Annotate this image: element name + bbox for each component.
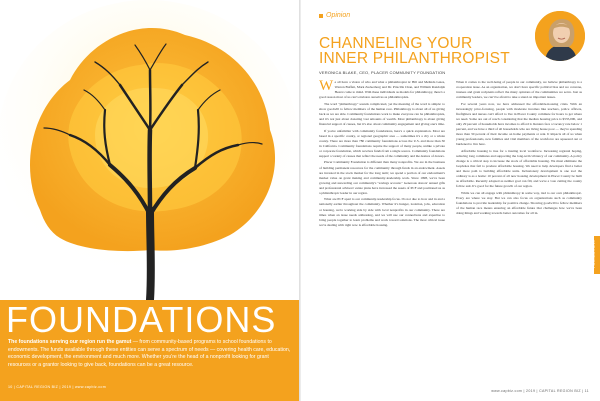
article-title: CHANNELING YOUR INNER PHILANTHROPIST [319, 35, 510, 67]
square-bullet-icon [319, 14, 323, 18]
right-folio: www.capbiz.com | 2019 | CAPITAL REGION BIZ | 11 [491, 389, 589, 393]
paragraph: For several years now, we have addressed the affordable-housing crisis. With an increasingly price-focusing, people with moderate incomes like teachers, police officers, firefighters and nurses can't afford to live in Placer County commute for hours to get where we need. Some are out of reach considering that the median housing price is $535,000, and only 29 percent of households have incomes to afford it. Renters face a vacancy rate below 1 percent, and we have a third of all households who are living house poor — they're spending more than 30 percent of their income on home payments or rent. It impacts all of us when young professionals, new families and vital members of the workforce are squeezed out or burdened to live here. [456, 101, 583, 147]
tree-icon [0, 0, 300, 300]
side-tab-label: FOUNDATIONS [591, 240, 596, 268]
article-column-1 [319, 80, 445, 229]
left-folio: 10 | CAPITAL REGION BIZ | 2019 | www.capbiz.com [8, 385, 106, 389]
portrait-icon [535, 11, 586, 62]
tree-illustration [0, 0, 300, 300]
paragraph: The word "philanthropy" sounds complicated, yet the meaning of the word is simple: to show goodwill to fellow members of the human race. Philanthropy is about all of us giving back as we are able. Community foundations work to make everyone can be philanthropists, and it's not just about donating vast amounts of wealth. Most philanthropy is about giving financial support of causes, but it's also about community engagement and giving one's time. [319, 101, 445, 126]
paragraph: If you're unfamiliar with community foundations, here's a quick explanation. Most are based in a specific county, or regional geographic area — sometimes it's a city or a whole county. There are more than 780 community foundations across the U.S. and more than 30 in California. Community foundations require the support of many people, unlike a private or corporate foundation, which receives funds from a single source. Community foundations support a variety of causes that reflect the needs of the community and the desires of donors. [319, 128, 445, 158]
paragraph: When it comes to the well-being of people in our community, we believe philanthropy is a cooperation issue. As an organization, we don't have specific political bias and we convene, trustees and grant recipients reflect the many opinions of the communities we serve. Just as community leaders, we can't be afraid to take a stand on important issues. [456, 80, 582, 100]
section-headline: FOUNDATIONS [6, 299, 277, 340]
paragraph: Placer Community Foundation is different than many nonprofits. We are in the business of building permanent resources for the community through funds in an endowment. Assets are invested in the stock market for the long term; we spend a portion of our endowment's market value on grant making and community-leadership work. Since 1998, we've been growing and stewarding our community's "savings account." Generous donors' annual gifts and professional advisors' estate plans have increased the assets of PCF and positioned us as a philanthropic leader in our region. [319, 160, 445, 195]
intro-body: — from community-based programs to school foundations to endowments. The funds available through these entities can serve a spectrum of needs — covering health care, education, economic development, the environment and much more. Whether you're the head of a nonprofit looking for grant resources or a grantor looking to give back, foundations can be a great resource. [8, 339, 291, 368]
drop-cap: W [319, 78, 334, 94]
paragraph: While we can all engage with philanthropy in some way, tied to our own philanthropic. Every are where we stay. But we can also focus on organizations such as community foundations to provide leadership for positive change. Showing goodwill to fellow members of the human race means ensuring an affordable future that challenges how we've been doing things and working towards better outcomes for all in. [456, 190, 582, 215]
section-label: Opinion [326, 12, 351, 19]
intro-bold-lead: The foundations serving our region run the gamut [8, 339, 132, 345]
intro-paragraph [8, 339, 293, 369]
paragraph: What are PCF apart is our community-leadership focus. It's not due to how and in and a nationally earlier throughout the community. Whether it's hunger, isolation, jobs, education or housing, we're working side by side with local nonprofits in our community. There are times when an issue needs addressing, and we will use our connections and expertise to bring people together to learn problems and work toward solutions. The most critical issue we're dealing with right now is affordable housing. [319, 197, 445, 227]
section-side-tab [591, 236, 600, 274]
byline: VERONICA BLAKE, CEO, PLACER COMMUNITY FOUNDATION [319, 70, 446, 75]
paragraph: We all have a vision of who and what a philanthropist is: Bill and Melinda Gates, Warren Buffett, Mark Zuckerberg and Dr. Priscilla Chan, and William Randolph Hearst come to mind. With these individuals as models for philanthropy, there's a good reason most of us can't envision ourselves as philanthropists. [319, 78, 445, 100]
paragraph: Affordable housing is true for a trusting local workforce. Increasing regional hoping, reducing long commutes and supporting the long-term vibrancy of our community. A policy change is a critical step to increase the stock of affordable housing. We must eliminate the loopholes that fail to produce affordable housing. We need to help developers find a better and more path to building affordable units. Inclusionary development is one tool the ordinary is as a home: 10 percent of all new housing development in Placer County be built as affordable. Recently adopted as neither goal can fill, and we're a vote cutting the county follow suit. It's good for the future growth of our region. [456, 148, 582, 189]
article-column-2 [456, 80, 582, 218]
author-photo [534, 10, 586, 62]
right-page [301, 0, 600, 401]
section-tag [319, 12, 350, 19]
